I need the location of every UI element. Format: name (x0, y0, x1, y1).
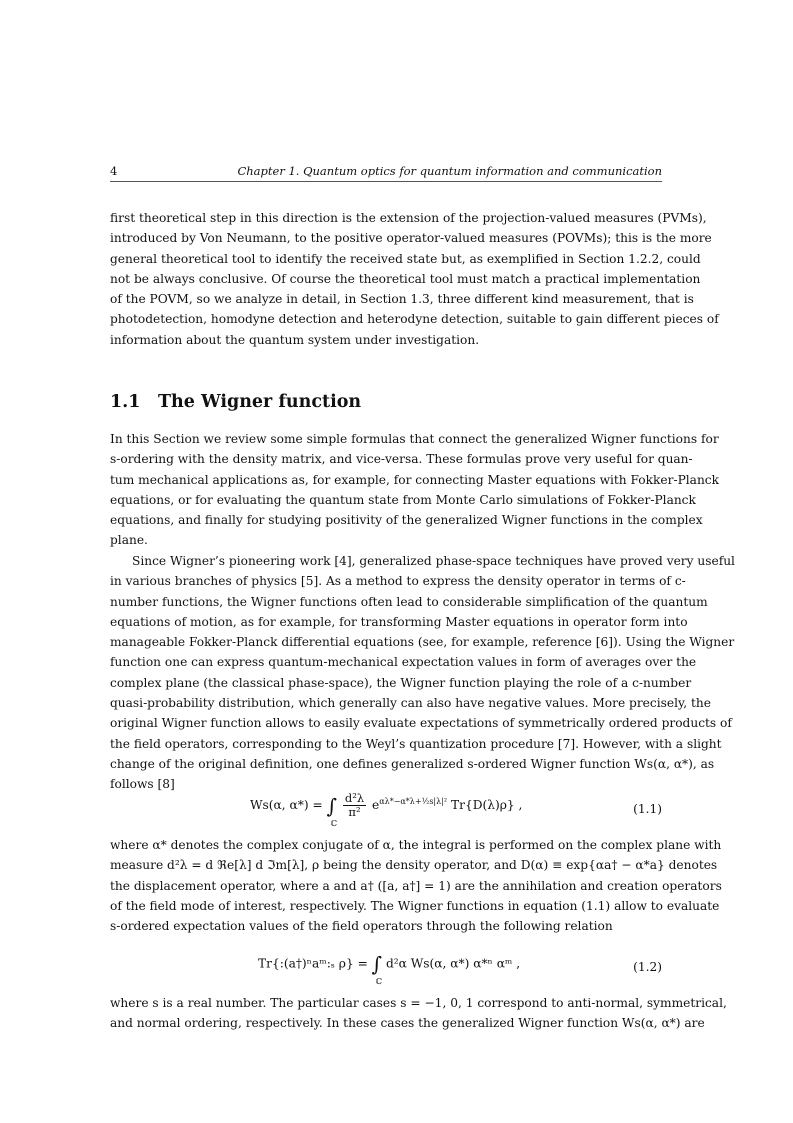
text-line: tum mechanical applications as, for example, for connecting Master equations with Fokker-Planck (110, 472, 719, 487)
equation-1-2 (110, 952, 662, 986)
text-line: follows [8] (110, 777, 175, 792)
paragraph-definitions (110, 835, 722, 936)
text-line: of the field mode of interest, respectively. The Wigner functions in equation (1.1) allow to evaluate (110, 898, 720, 913)
text-line: the displacement operator, where a and a† ([a, a†] = 1) are the annihilation and creation operators (110, 878, 722, 893)
equation-lhs: Tr{:(a†)ⁿaᵐ:ₛ ρ} = (258, 956, 368, 971)
section-number: 1.1 (110, 392, 141, 412)
equation-1-1 (110, 792, 662, 828)
text-line: In this Section we review some simple formulas that connect the generalized Wigner functions for (110, 432, 719, 446)
equation-number: (1.2) (633, 960, 662, 974)
fraction-numerator: d²λ (344, 791, 365, 805)
exponent: αλ*−α*λ+½s|λ|² (379, 796, 448, 806)
text-line: original Wigner function allows to easily evaluate expectations of symmetrically ordered products of (110, 716, 732, 731)
text-line: change of the original definition, one defines generalized s-ordered Wigner function Ws(α, α*), as (110, 756, 715, 771)
equation-rhs: Tr{D(λ)ρ} , (450, 798, 523, 812)
text-line: information about the quantum system under investigation. (110, 332, 480, 347)
text-line: s-ordered expectation values of the field operators through the following relation (110, 919, 613, 934)
paragraph-ordering (110, 993, 727, 1034)
section-title-text: The Wigner function (158, 392, 362, 412)
equation-rhs: d²α Ws(α, α*) α*ⁿ αᵐ , (385, 956, 521, 971)
text-line: where α* denotes the complex conjugate of α, the integral is performed on the complex plane with (110, 838, 722, 852)
integral-sign: ∫ ℂ (371, 952, 383, 986)
text-line: of the POVM, so we analyze in detail, in Section 1.3, three different kind measurement, that is (110, 292, 694, 307)
paragraph-intro-wigner (110, 429, 719, 551)
equation-number: (1.1) (633, 802, 662, 816)
fraction-denominator: π² (348, 805, 361, 819)
text-line: general theoretical tool to identify the received state but, as exemplified in Section 1.2.2, could (110, 251, 701, 266)
running-chapter-title: Chapter 1. Quantum optics for quantum information and communication (237, 164, 662, 178)
text-line: the field operators, corresponding to the Weyl’s quantization procedure [7]. However, with a slight (110, 736, 722, 751)
intro-paragraph (110, 208, 719, 350)
text-line: measure d²λ = d ℜe[λ] d ℑm[λ], ρ being the density operator, and D(α) ≡ exp{αa† − α*a} denotes (110, 858, 718, 873)
integral-domain: ℂ (375, 977, 383, 986)
exponential-base: e (372, 798, 380, 812)
text-line: introduced by Von Neumann, to the positive operator-valued measures (POVMs); this is the more (110, 231, 712, 246)
page-header (110, 163, 662, 182)
text-line: function one can express quantum-mechanical expectation values in form of averages over the (110, 655, 697, 670)
text-line: s-ordering with the density matrix, and vice-versa. These formulas prove very useful for quan- (110, 452, 693, 467)
text-line: and normal ordering, respectively. In these cases the generalized Wigner function Ws(α, α*) are (110, 1016, 705, 1031)
text-line: photodetection, homodyne detection and heterodyne detection, suitable to gain different pieces of (110, 312, 719, 327)
section-heading (110, 392, 361, 412)
text-line: quasi-probability distribution, which generally can also have negative values. More precisely, the (110, 696, 711, 711)
page-number: 4 (110, 164, 118, 178)
text-line: Since Wigner’s pioneering work [4], generalized phase-space techniques have proved very useful (132, 554, 735, 568)
integral-domain: ℂ (330, 818, 337, 828)
integral-sign: ∫ ℂ (326, 793, 337, 828)
text-line: manageable Fokker-Planck differential equations (see, for example, reference [6]). Using the Wigner (110, 635, 735, 650)
text-line: complex plane (the classical phase-space), the Wigner function playing the role of a c-number (110, 675, 692, 690)
text-line: in various branches of physics [5]. As a method to express the density operator in terms of c- (110, 574, 686, 589)
equation-body (258, 952, 521, 986)
paragraph-history (110, 551, 735, 795)
equation-body (250, 791, 523, 828)
fraction (343, 792, 366, 819)
equation-lhs: Ws(α, α*) = (250, 798, 323, 812)
text-line: not be always conclusive. Of course the theoretical tool must match a practical implementation (110, 271, 701, 286)
text-line: equations, or for evaluating the quantum state from Monte Carlo simulations of Fokker-Planck (110, 492, 696, 507)
text-line: equations, and finally for studying positivity of the generalized Wigner functions in the complex (110, 513, 703, 528)
text-line: equations of motion, as for example, for transforming Master equations in operator form into (110, 614, 688, 629)
text-line: where s is a real number. The particular cases s = −1, 0, 1 correspond to anti-normal, symmetrical, (110, 996, 727, 1010)
text-line: plane. (110, 533, 148, 548)
text-line: first theoretical step in this direction is the extension of the projection-valued measures (PVMs), (110, 211, 707, 225)
text-line: number functions, the Wigner functions often lead to considerable simplification of the quantum (110, 594, 708, 609)
